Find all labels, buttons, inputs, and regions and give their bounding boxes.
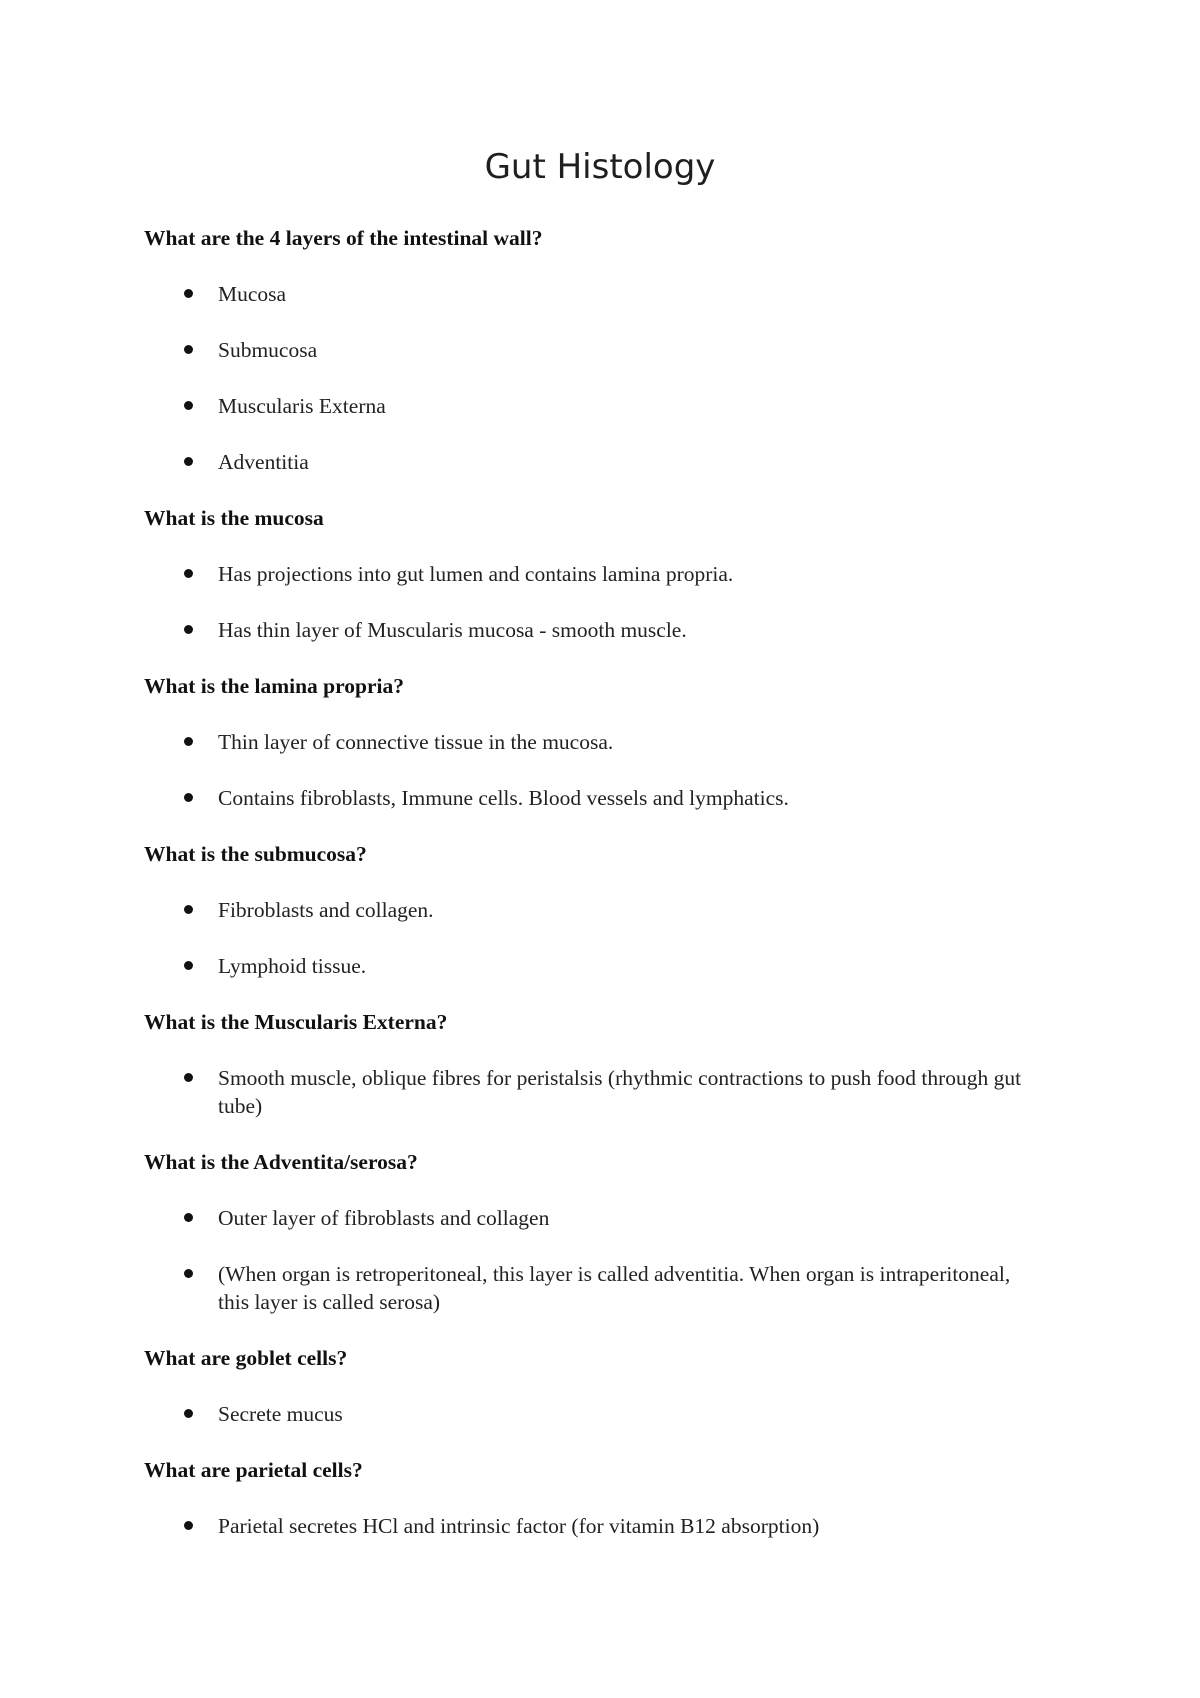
document-title: Gut Histology [484,147,716,187]
list-item [144,896,1024,924]
list-item [144,784,1024,812]
answer-list [144,1512,1024,1540]
answer-text: (When organ is retroperitoneal, this layer is called adventitia. When organ is intraperitoneal, this layer is called serosa) [218,1262,1011,1314]
question-heading: What is the Muscularis Externa? [144,1010,448,1034]
bullet-icon [184,793,193,802]
answer-list [144,896,1024,980]
answer-text: Thin layer of connective tissue in the mucosa. [218,730,614,754]
answer-text: Muscularis Externa [218,394,386,418]
answer-list [144,1064,1024,1120]
bullet-icon [184,961,193,970]
list-item [144,1204,1024,1232]
list-item [144,1260,1024,1316]
bullet-icon [184,737,193,746]
answer-text: Has thin layer of Muscularis mucosa - smooth muscle. [218,618,687,642]
bullet-icon [184,1269,193,1278]
question-heading: What is the Adventita/serosa? [144,1150,418,1174]
answer-text: Contains fibroblasts, Immune cells. Blood vessels and lymphatics. [218,786,789,810]
question-heading: What are the 4 layers of the intestinal wall? [144,226,543,250]
list-item [144,280,1024,308]
list-item [144,1512,1024,1540]
bullet-icon [184,1409,193,1418]
answer-text: Secrete mucus [218,1402,343,1426]
document-body [144,224,1024,1568]
answer-list [144,1400,1024,1428]
bullet-icon [184,905,193,914]
answer-text: Fibroblasts and collagen. [218,898,434,922]
answer-list [144,560,1024,644]
answer-text: Smooth muscle, oblique fibres for peristalsis (rhythmic contractions to push food through gut tube) [218,1066,1022,1118]
bullet-icon [184,289,193,298]
answer-text: Adventitia [218,450,309,474]
answer-list [144,1204,1024,1316]
list-item [144,448,1024,476]
bullet-icon [184,1521,193,1530]
bullet-icon [184,345,193,354]
bullet-icon [184,569,193,578]
list-item [144,336,1024,364]
question-heading: What are goblet cells? [144,1346,348,1370]
answer-text: Outer layer of fibroblasts and collagen [218,1206,550,1230]
question-heading: What is the lamina propria? [144,674,405,698]
list-item [144,728,1024,756]
list-item [144,392,1024,420]
list-item [144,952,1024,980]
bullet-icon [184,457,193,466]
list-item [144,560,1024,588]
bullet-icon [184,1213,193,1222]
answer-text: Parietal secretes HCl and intrinsic factor (for vitamin B12 absorption) [218,1514,820,1538]
question-heading: What are parietal cells? [144,1458,363,1482]
answer-list [144,280,1024,476]
list-item [144,1400,1024,1428]
answer-text: Submucosa [218,338,318,362]
question-heading: What is the submucosa? [144,842,367,866]
bullet-icon [184,1073,193,1082]
answer-text: Mucosa [218,282,287,306]
answer-list [144,728,1024,812]
question-heading: What is the mucosa [144,506,324,530]
bullet-icon [184,401,193,410]
answer-text: Has projections into gut lumen and contains lamina propria. [218,562,734,586]
bullet-icon [184,625,193,634]
answer-text: Lymphoid tissue. [218,954,367,978]
list-item [144,1064,1024,1120]
list-item [144,616,1024,644]
